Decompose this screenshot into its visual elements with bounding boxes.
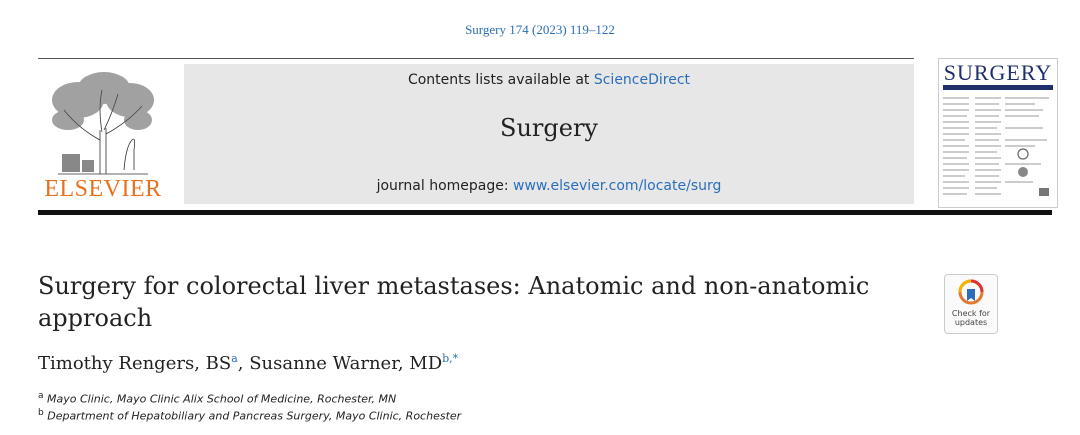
sciencedirect-link[interactable]: ScienceDirect: [593, 72, 691, 88]
journal-homepage-link[interactable]: www.elsevier.com/locate/surg: [513, 178, 722, 194]
journal-masthead: [184, 64, 914, 204]
check-for-updates-icon: [958, 279, 984, 307]
journal-title: Surgery: [500, 114, 598, 142]
article-title: Surgery for colorectal liver metastases: Anatomic and non-anatomic approach: [38, 272, 870, 332]
check-for-updates-label: [945, 309, 997, 327]
author-separator: ,: [237, 353, 250, 374]
author-affiliation-marker[interactable]: a: [231, 352, 238, 365]
author-name[interactable]: Susanne Warner, MD: [249, 353, 443, 374]
contents-line: [184, 72, 914, 88]
journal-citation: [0, 22, 1080, 38]
affiliation-b: [38, 408, 461, 423]
header-thick-rule: [38, 210, 1052, 215]
affiliation-marker: a: [38, 391, 44, 401]
affiliation-text: Department of Hepatobiliary and Pancreas Surgery, Mayo Clinic, Rochester: [47, 409, 462, 423]
author-list: [38, 352, 458, 374]
cover-band: [943, 85, 1053, 90]
elsevier-wordmark[interactable]: ELSEVIER: [44, 176, 162, 202]
journal-cover-thumbnail[interactable]: [938, 58, 1058, 208]
author-name[interactable]: Timothy Rengers, BS: [38, 353, 232, 374]
homepage-prefix: journal homepage:: [376, 178, 514, 194]
check-for-updates-line2: updates: [954, 318, 988, 327]
contents-prefix: Contents lists available at: [407, 72, 594, 88]
cover-text-lines: [939, 92, 1057, 204]
affiliation-a: [38, 391, 396, 406]
check-for-updates-line1: Check for: [951, 309, 991, 318]
homepage-line: [184, 178, 914, 194]
affiliation-text: Mayo Clinic, Mayo Clinic Alix School of Medicine, Rochester, MN: [47, 392, 397, 406]
affiliation-marker: b: [38, 408, 44, 418]
header-top-rule: [38, 58, 914, 59]
check-for-updates-badge[interactable]: [944, 274, 998, 334]
citation-text[interactable]: Surgery 174 (2023) 119–122: [465, 22, 615, 37]
cover-title: SURGERY: [943, 60, 1053, 85]
author-affiliation-marker[interactable]: b,*: [442, 352, 459, 365]
